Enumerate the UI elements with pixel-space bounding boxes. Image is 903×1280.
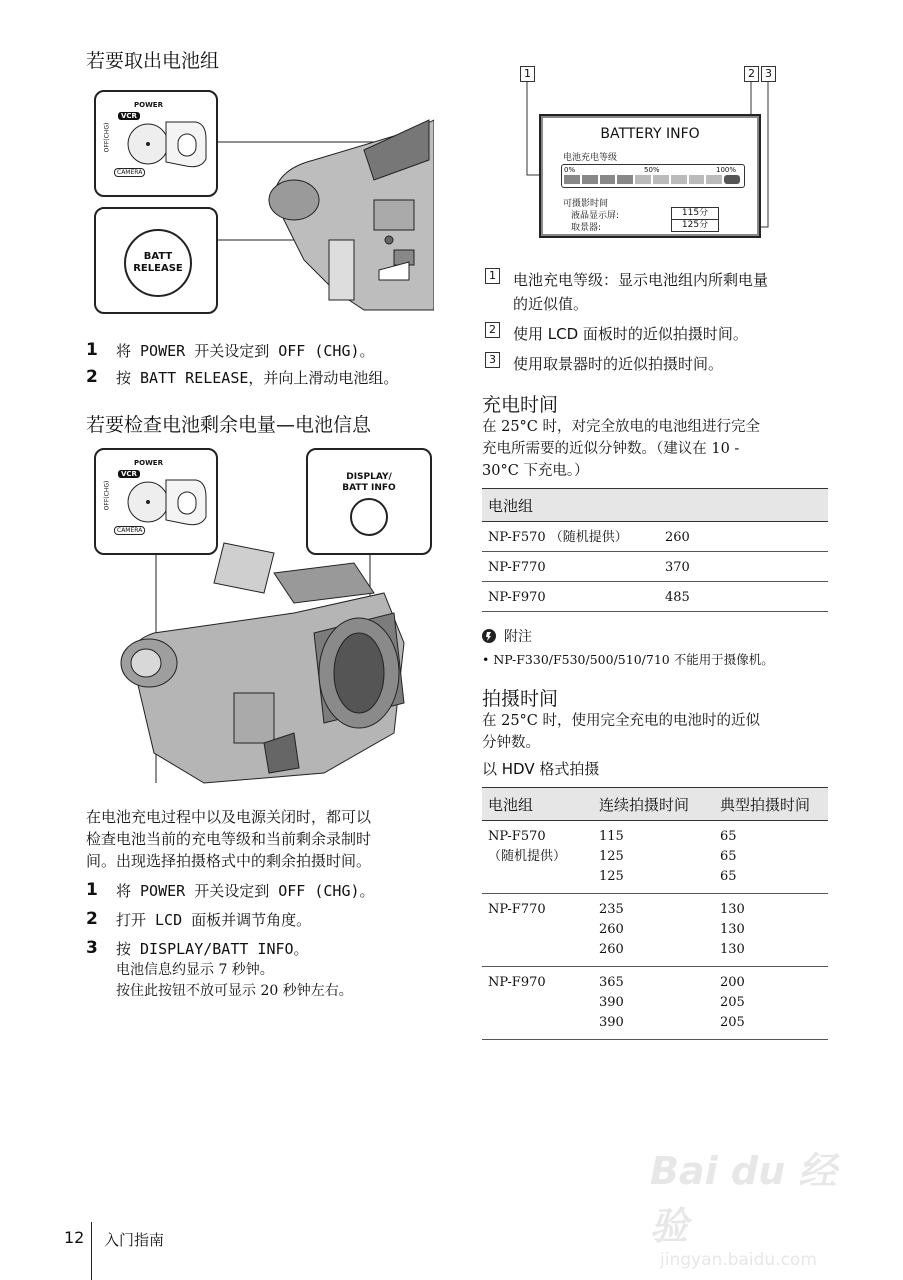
batt-release-button xyxy=(124,229,192,297)
battery-model-cell xyxy=(482,967,593,1040)
power-switch-inset xyxy=(94,90,218,197)
camcorder-side-drawing xyxy=(214,90,434,315)
charge-minutes: 485 xyxy=(659,582,828,612)
shooting-time-table xyxy=(482,787,828,1040)
legend-text: 电池充电等级：显示电池组内所剩电量 xyxy=(513,271,769,289)
meter-segment xyxy=(582,175,598,184)
meter-segment xyxy=(671,175,687,184)
table-row xyxy=(482,967,828,1040)
step-text: 将 POWER 开关设定到 OFF (CHG)。 xyxy=(116,342,375,360)
value: 65 xyxy=(720,849,737,864)
camcorder-front-drawing xyxy=(94,533,434,788)
table-header: 电池组 xyxy=(482,489,828,522)
viewfinder-label: 取景器: xyxy=(571,223,602,233)
desc-line: 在 25°C 时，使用完全充电的电池时的近似 xyxy=(482,713,761,729)
continuous-cell xyxy=(593,894,714,967)
legend-text: 的近似值。 xyxy=(513,295,589,313)
note-title: 附注 xyxy=(504,629,532,645)
batt-release-text-1: BATT xyxy=(143,251,173,262)
scale-50: 50% xyxy=(644,166,660,174)
power-dial-icon xyxy=(126,472,211,532)
watermark-url: jingyan.baidu.com xyxy=(660,1250,817,1270)
scale-0: 0% xyxy=(564,166,576,174)
camera-label: CAMERA xyxy=(114,168,145,177)
charge-level-label: 电池充电等级 xyxy=(563,153,618,163)
table-row xyxy=(482,522,828,552)
step-item xyxy=(86,880,446,909)
display-label-2: BATT INFO xyxy=(342,483,396,493)
step-item xyxy=(86,340,446,367)
value: 260 xyxy=(599,922,624,937)
camera-label: CAMERA xyxy=(114,526,145,535)
meter-segment xyxy=(706,175,722,184)
value: 125 xyxy=(599,849,624,864)
value: 390 xyxy=(599,1015,624,1030)
vcr-label: VCR xyxy=(118,112,140,120)
paragraph-line: 在电池充电过程中以及电源关闭时，都可以 xyxy=(86,808,372,826)
value: 125 xyxy=(599,869,624,884)
meter-segment xyxy=(600,175,616,184)
legend-number: 3 xyxy=(485,352,500,368)
charge-time-table xyxy=(482,488,828,612)
legend-text: 使用取景器时的近似拍摄时间。 xyxy=(513,355,724,373)
legend-number: 1 xyxy=(485,268,500,284)
charge-time-title: 充电时间 xyxy=(482,394,559,416)
section-title-battery-info: 若要检查电池剩余电量—电池信息 xyxy=(86,414,372,436)
value: 260 xyxy=(599,942,624,957)
display-batt-info-label xyxy=(308,472,430,494)
value: 365 xyxy=(599,975,624,990)
battery-info-screen-figure xyxy=(482,62,828,242)
footer-section: 入门指南 xyxy=(104,1231,165,1249)
subtext-line: 电池信息约显示 7 秒钟。 xyxy=(116,962,274,978)
charge-level-meter xyxy=(561,164,745,188)
watermark-brand: Bai du 经验 xyxy=(650,1149,837,1248)
note-text: • NP-F330/F530/500/510/710 不能用于摄像机。 xyxy=(482,652,774,667)
step-item xyxy=(86,909,446,938)
battery-info-screen xyxy=(539,114,761,238)
value: 390 xyxy=(599,995,624,1010)
step3-subtext xyxy=(86,960,446,1002)
value: 65 xyxy=(720,829,737,844)
step-number: 1 xyxy=(86,880,98,900)
meter-segment xyxy=(617,175,633,184)
table-row xyxy=(482,582,828,612)
meter-segment xyxy=(689,175,705,184)
viewfinder-time-value: 125分 xyxy=(671,219,719,232)
desc-line: 30°C 下充电。） xyxy=(482,463,589,479)
step-item xyxy=(86,938,446,960)
subtext-line: 按住此按钮不放可显示 20 秒钟左右。 xyxy=(116,983,353,999)
charge-time-desc xyxy=(482,416,760,482)
battery-model-cell xyxy=(482,894,593,967)
off-chg-label: OFF(CHG) xyxy=(103,122,111,153)
paragraph-line: 检查电池当前的充电等级和当前剩余录制时 xyxy=(86,830,372,848)
footer-divider xyxy=(91,1222,92,1280)
table-row xyxy=(482,821,828,894)
charge-minutes: 260 xyxy=(659,522,828,552)
meter-segment xyxy=(564,175,580,184)
charge-minutes: 370 xyxy=(659,552,828,582)
remove-battery-illustration xyxy=(94,90,434,315)
callout-3: 3 xyxy=(761,66,776,82)
watermark xyxy=(650,1140,860,1270)
table-row xyxy=(482,552,828,582)
step-number: 3 xyxy=(86,938,98,958)
battery-model-cell xyxy=(482,821,593,894)
meter-segment xyxy=(653,175,669,184)
power-dial-icon xyxy=(126,114,211,174)
step-text: 按 DISPLAY/BATT INFO。 xyxy=(116,940,309,958)
power-label: POWER xyxy=(134,101,163,109)
battery-model: NP-F970 xyxy=(482,582,659,612)
battery-info-title: BATTERY INFO xyxy=(600,126,700,142)
legend-number: 2 xyxy=(485,322,500,338)
vcr-label: VCR xyxy=(118,470,140,478)
batt-release-inset xyxy=(94,207,218,314)
paragraph-line: 间。出现选择拍摄格式中的剩余拍摄时间。 xyxy=(86,852,372,870)
scale-100: 100% xyxy=(716,166,737,174)
step-number: 1 xyxy=(86,340,98,360)
note-heading xyxy=(482,626,532,646)
model-line: NP-F570 xyxy=(488,829,546,844)
meter-segment xyxy=(724,175,740,184)
model-line: （随机提供） xyxy=(488,849,567,864)
shooting-time-desc xyxy=(482,710,760,754)
col-header-battery: 电池组 xyxy=(482,788,593,821)
legend-item xyxy=(485,322,835,346)
screen-legend xyxy=(485,268,835,376)
display-batt-info-button xyxy=(350,498,388,536)
hdv-subtitle: 以 HDV 格式拍摄 xyxy=(482,760,600,778)
col-header-typical: 典型拍摄时间 xyxy=(714,788,828,821)
legend-item xyxy=(485,268,835,316)
lcd-time-value: 115分 xyxy=(671,207,719,220)
value: 235 xyxy=(599,902,624,917)
value: 205 xyxy=(720,995,745,1010)
model-line: NP-F770 xyxy=(488,902,546,917)
batt-release-text-2: RELEASE xyxy=(133,263,183,274)
table-header-row xyxy=(482,489,828,522)
display-label-1: DISPLAY/ xyxy=(346,472,392,482)
battery-info-steps xyxy=(86,880,446,1002)
step-text: 打开 LCD 面板并调节角度。 xyxy=(116,911,312,929)
shooting-time-title: 拍摄时间 xyxy=(482,688,559,710)
meter-segment xyxy=(635,175,651,184)
step-number: 2 xyxy=(86,909,98,929)
value: 130 xyxy=(720,942,745,957)
model-line: NP-F970 xyxy=(488,975,546,990)
remove-battery-steps xyxy=(86,340,446,394)
col-header-continuous: 连续拍摄时间 xyxy=(593,788,714,821)
battery-model: NP-F770 xyxy=(482,552,659,582)
step-text: 按 BATT RELEASE，并向上滑动电池组。 xyxy=(116,369,399,387)
continuous-cell xyxy=(593,821,714,894)
typical-cell xyxy=(714,894,828,967)
charge-level-bar xyxy=(564,175,740,184)
note-icon xyxy=(482,629,496,643)
step-text: 将 POWER 开关设定到 OFF (CHG)。 xyxy=(116,882,375,900)
value: 130 xyxy=(720,922,745,937)
section-title-remove-battery: 若要取出电池组 xyxy=(86,50,220,72)
desc-line: 在 25°C 时，对完全放电的电池组进行完全 xyxy=(482,419,761,435)
typical-cell xyxy=(714,967,828,1040)
power-label: POWER xyxy=(134,459,163,467)
battery-model: NP-F570 （随机提供） xyxy=(482,522,659,552)
step-number: 2 xyxy=(86,367,98,387)
continuous-cell xyxy=(593,967,714,1040)
off-chg-label: OFF(CHG) xyxy=(103,480,111,511)
table-row xyxy=(482,894,828,967)
step-item xyxy=(86,367,446,394)
battery-info-paragraph xyxy=(86,806,371,872)
desc-line: 充电所需要的近似分钟数。（建议在 10 - xyxy=(482,441,740,457)
typical-cell xyxy=(714,821,828,894)
page-number: 12 xyxy=(64,1228,85,1247)
value: 130 xyxy=(720,902,745,917)
battery-info-illustration xyxy=(94,448,434,788)
value: 115 xyxy=(599,829,624,844)
callout-1: 1 xyxy=(520,66,535,82)
table-header-row xyxy=(482,788,828,821)
value: 200 xyxy=(720,975,745,990)
value: 205 xyxy=(720,1015,745,1030)
shooting-time-label: 可摄影时间 xyxy=(563,199,609,209)
callout-2: 2 xyxy=(744,66,759,82)
legend-text: 使用 LCD 面板时的近似拍摄时间。 xyxy=(513,325,748,343)
desc-line: 分钟数。 xyxy=(482,735,540,751)
value: 65 xyxy=(720,869,737,884)
legend-item xyxy=(485,352,835,376)
lcd-label: 液晶显示屏: xyxy=(571,211,620,221)
